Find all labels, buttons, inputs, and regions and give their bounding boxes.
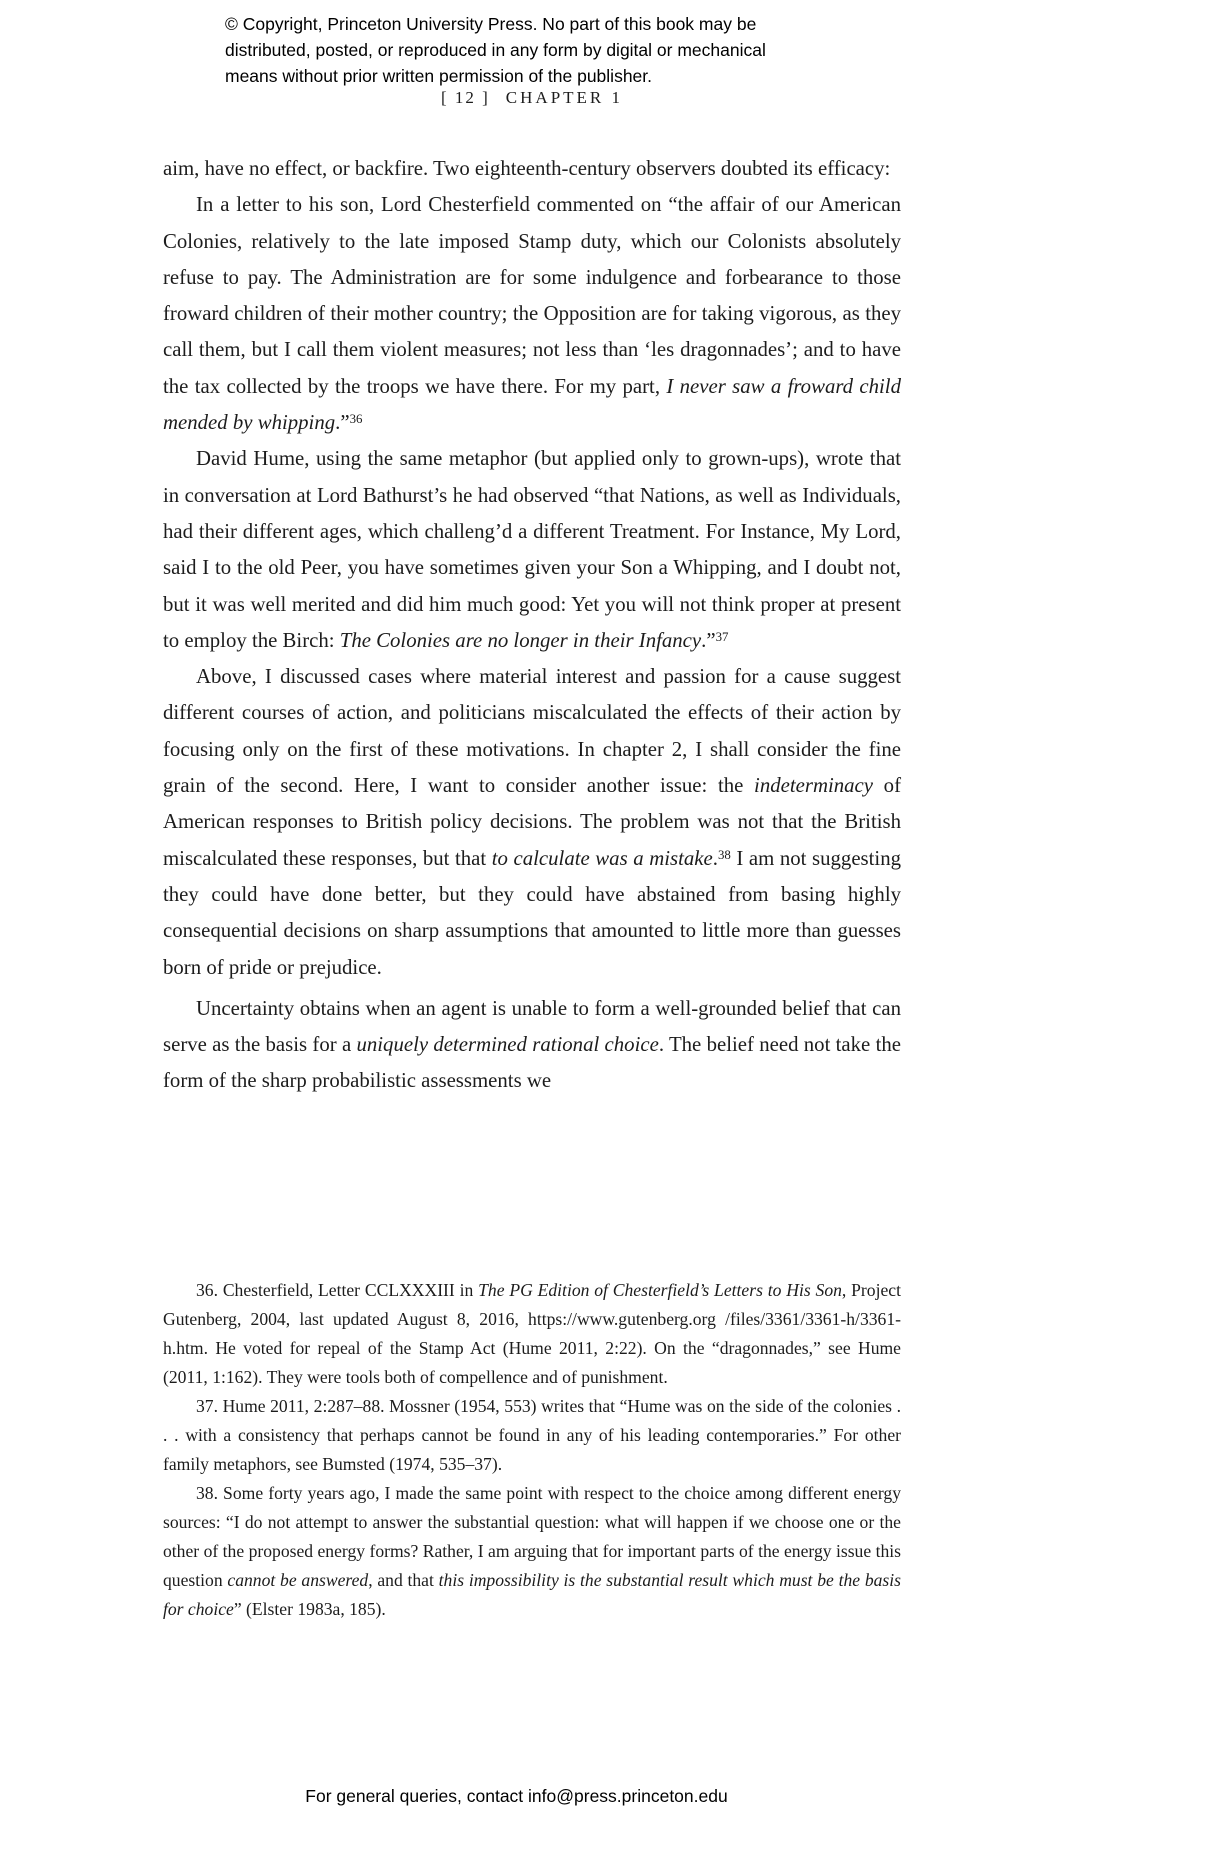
text-segment: . The belief need not take the form of the sharp probabilistic assessments we xyxy=(163,1033,901,1093)
italic-text: cannot be answered xyxy=(227,1570,369,1590)
body-text xyxy=(163,151,901,1100)
text-segment: 38. Some forty years ago, I made the same point with respect to the choice among different energy sources: “I do not attempt to answer the substantial question: what will happen if we choose one or the other of the proposed energy forms? Rather, I am arguing that for important parts of the energy issue this question xyxy=(163,1483,901,1590)
text-segment: , Project Gutenberg, 2004, last updated August 8, 2016, https://www.gutenberg.org /files/3361/3361-h/3361-h.htm. He voted for repeal of the Stamp Act (Hume 2011, 2:22). On the “dragonnades,” see Hume (2011, 1:162). They were tools both of compellence and of punishment. xyxy=(163,1280,901,1387)
text-segment: David Hume, using the same metaphor (but applied only to grown-ups), wrote that in conversation at Lord Bathurst’s he had observed “that Nations, as well as Individuals, had their different ages, which challeng’d a different Treatment. For Instance, My Lord, said I to the old Peer, you have sometimes given your Son a Whipping, and I doubt not, but it was well merited and did him much good: Yet you will not think proper at present to employ the Birch: xyxy=(163,447,901,652)
body-paragraph xyxy=(163,187,901,441)
copyright-line-2: distributed, posted, or reproduced in any form by digital or mechanical xyxy=(225,40,766,60)
footnote xyxy=(163,1392,901,1479)
italic-text: to calculate was a mistake xyxy=(491,846,713,870)
text-segment: 37. Hume 2011, 2:287–88. Mossner (1954, 553) writes that “Hume was on the side of the colonies . . . with a consistency that perhaps cannot be found in any of his leading contemporaries.” For other family metaphors, see Bumsted (1974, 535–37). xyxy=(163,1396,901,1474)
footnote xyxy=(163,1479,901,1624)
copyright-line-1: © Copyright, Princeton University Press. No part of this book may be xyxy=(225,14,757,34)
footer-contact-text: For general queries, contact info@press.princeton.edu xyxy=(305,1786,728,1806)
footnote-reference: 37 xyxy=(715,630,729,645)
text-segment: Uncertainty obtains when an agent is unable to form a well-grounded belief that can serve as the basis for a xyxy=(163,996,901,1057)
footnote xyxy=(163,1276,901,1392)
italic-text: The Colonies are no longer in their Infancy xyxy=(339,628,702,652)
text-segment: , and that xyxy=(368,1570,439,1590)
body-paragraph xyxy=(163,991,901,1100)
italic-text: this impossibility is the substantial result which must be the basis for choice xyxy=(163,1570,901,1619)
italic-text: I never saw a froward child mended by whipping xyxy=(163,374,901,435)
chapter-title: CHAPTER 1 xyxy=(505,88,624,107)
page-footer xyxy=(0,1786,1033,1807)
page-number: [ 12 ] xyxy=(440,88,490,107)
text-segment: of American responses to British policy decisions. The problem was not that the British miscalculated these responses, but that xyxy=(163,774,901,870)
copyright-line-3: means without prior written permission of the publisher. xyxy=(225,66,653,86)
text-segment: Above, I discussed cases where material interest and passion for a cause suggest different courses of action, and politicians miscalculated the effects of their action by focusing only on the first of these motivations. In chapter 2, I shall consider the fine grain of the second. Here, I want to consider another issue: the xyxy=(163,665,901,798)
text-segment: I am not suggesting they could have done better, but they could have abstained from basing highly consequential decisions on sharp assumptions that amounted to little more than guesses born of pride or prejudice. xyxy=(163,846,901,979)
text-segment: aim, have no effect, or backfire. Two eighteenth-century observers doubted its efficacy: xyxy=(163,157,891,180)
copyright-notice xyxy=(225,11,766,89)
body-paragraph xyxy=(163,151,901,187)
text-segment: 36. Chesterfield, Letter CCLXXXIII in xyxy=(196,1280,479,1300)
footnote-reference: 38 xyxy=(717,847,731,862)
footnotes xyxy=(163,1276,901,1624)
italic-text: uniquely determined rational choice xyxy=(356,1033,659,1057)
italic-text: The PG Edition of Chesterfield’s Letters to His Son xyxy=(478,1280,842,1300)
text-segment: In a letter to his son, Lord Chesterfield commented on “the affair of our American Colonies, relatively to the late imposed Stamp duty, which our Colonists absolutely refuse to pay. The Administration are for some indulgence and forbearance to those froward children of their mother country; the Opposition are for taking vigorous, as they call them, but I call them violent measures; not less than ‘les dragonnades’; and to have the tax collected by the troops we have there. For my part, xyxy=(163,193,901,398)
running-head xyxy=(163,88,901,108)
text-segment: .” xyxy=(701,628,716,652)
italic-text: indeterminacy xyxy=(754,774,874,798)
text-segment: . xyxy=(712,846,718,870)
footnote-reference: 36 xyxy=(349,412,363,427)
text-segment: ” (Elster 1983a, 185). xyxy=(233,1599,386,1619)
body-paragraph xyxy=(163,441,901,659)
body-paragraph xyxy=(163,659,901,986)
text-segment: .” xyxy=(335,411,350,435)
